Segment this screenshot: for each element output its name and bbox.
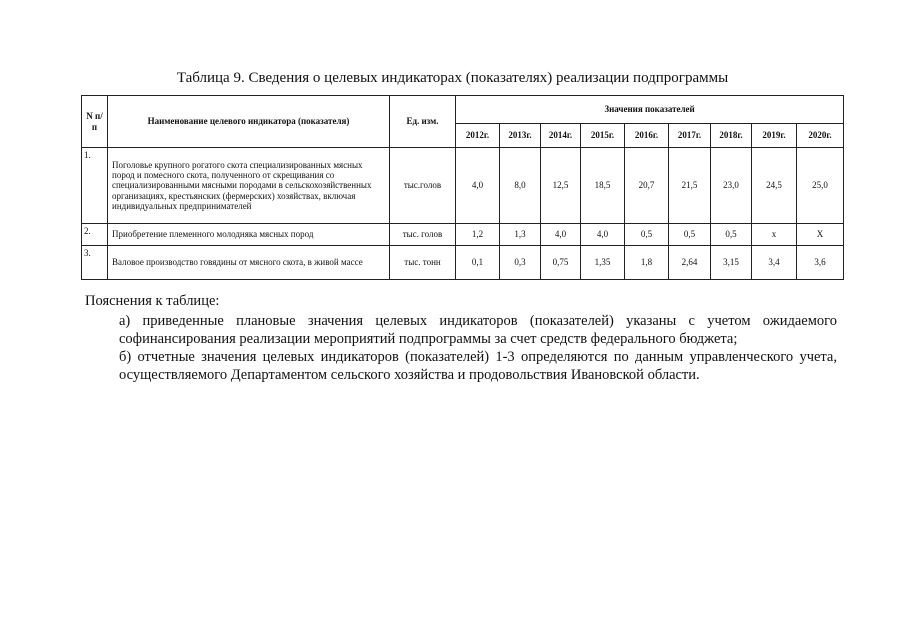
header-year: 2018г. (711, 124, 752, 148)
header-year: 2014г. (541, 124, 581, 148)
header-year: 2016г. (625, 124, 669, 148)
header-year: 2020г. (797, 124, 844, 148)
row-value: х (752, 224, 797, 246)
row-name: Приобретение племенного молодняка мясных пород (108, 224, 390, 246)
row-value: 4,0 (581, 224, 625, 246)
row-value: 24,5 (752, 148, 797, 224)
row-value: 25,0 (797, 148, 844, 224)
table-row (82, 246, 844, 280)
row-num: 1. (82, 148, 108, 224)
row-value: 0,3 (500, 246, 541, 280)
header-year: 2015г. (581, 124, 625, 148)
row-name: Поголовье крупного рогатого скота специализированных мясных пород и помесного скота, полученного от скрещивания со специализированными мясными породами в сельскохозяйственных организациях, крестьянских (фермерских) хозяйствах, включая индивидуальных предпринимателей (108, 148, 390, 224)
row-value: 1,8 (625, 246, 669, 280)
table-title: Таблица 9. Сведения о целевых индикаторах (показателях) реализации подпрограммы (176, 70, 729, 86)
header-year: 2013г. (500, 124, 541, 148)
header-values-group: Значения показателей (456, 96, 844, 124)
row-value: 0,1 (456, 246, 500, 280)
row-name: Валовое производство говядины от мясного скота, в живой массе (108, 246, 390, 280)
note-b: б) отчетные значения целевых индикаторов (показателей) 1-3 определяются по данным управленческого учета, осуществляемого Департаментом сельского хозяйства и продовольствия Ивановской области. (119, 349, 837, 383)
header-unit: Ед. изм. (390, 96, 456, 148)
row-value: 8,0 (500, 148, 541, 224)
row-value: 4,0 (456, 148, 500, 224)
row-value: 23,0 (711, 148, 752, 224)
row-value: 3,15 (711, 246, 752, 280)
header-year: 2019г. (752, 124, 797, 148)
header-name: Наименование целевого индикатора (показателя) (108, 96, 390, 148)
row-value: Х (797, 224, 844, 246)
row-unit: тыс. голов (390, 224, 456, 246)
header-num: N п/п (82, 96, 108, 148)
row-value: 0,5 (625, 224, 669, 246)
table-row (82, 224, 844, 246)
row-value: 1,3 (500, 224, 541, 246)
note-a: а) приведенные плановые значения целевых индикаторов (показателей) указаны с учетом ожидаемого софинансирования реализации мероприятий подпрограммы за счет средств федерального бюджета; (119, 313, 837, 347)
row-num: 2. (82, 224, 108, 246)
notes-heading: Пояснения к таблице: (85, 293, 220, 309)
row-value: 21,5 (669, 148, 711, 224)
table-notes (85, 292, 837, 384)
indicators-table (81, 95, 844, 280)
row-value: 18,5 (581, 148, 625, 224)
row-value: 0,5 (711, 224, 752, 246)
row-unit: тыс.голов (390, 148, 456, 224)
header-year: 2017г. (669, 124, 711, 148)
row-value: 20,7 (625, 148, 669, 224)
table-row (82, 148, 844, 224)
header-year: 2012г. (456, 124, 500, 148)
row-value: 2,64 (669, 246, 711, 280)
row-value: 0,5 (669, 224, 711, 246)
row-value: 0,75 (541, 246, 581, 280)
row-value: 3,6 (797, 246, 844, 280)
row-unit: тыс. тонн (390, 246, 456, 280)
row-num: 3. (82, 246, 108, 280)
row-value: 4,0 (541, 224, 581, 246)
row-value: 12,5 (541, 148, 581, 224)
row-value: 3,4 (752, 246, 797, 280)
row-value: 1,35 (581, 246, 625, 280)
row-value: 1,2 (456, 224, 500, 246)
